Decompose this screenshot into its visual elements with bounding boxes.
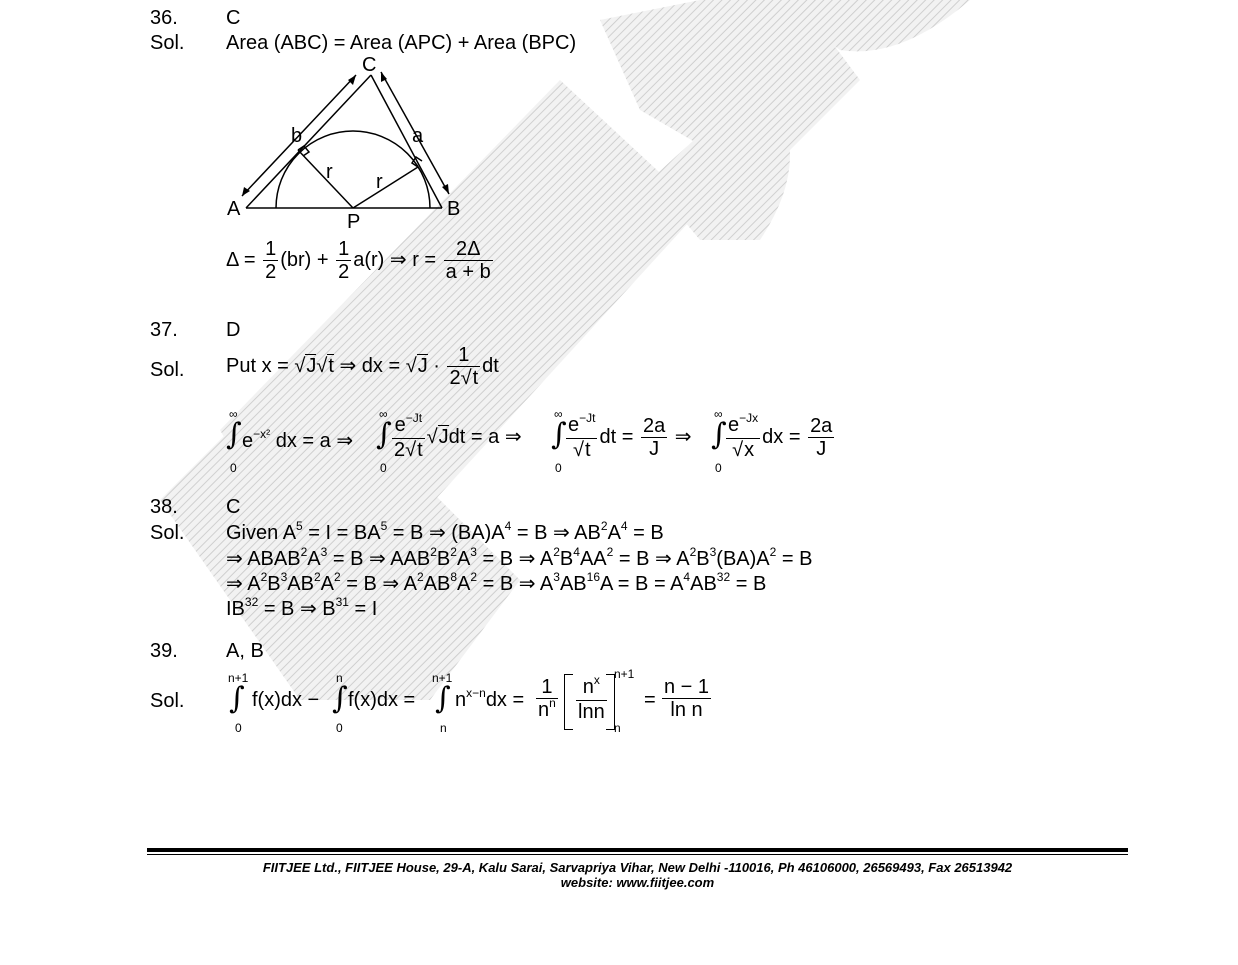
- sol-label: Sol.: [150, 359, 185, 381]
- implies: ⇒ dx =: [339, 354, 401, 377]
- denominator: 2: [338, 261, 350, 283]
- int-upper: n+1: [432, 671, 453, 685]
- integral-sign: ∫: [551, 417, 567, 452]
- denominator: √x: [732, 439, 755, 461]
- integral-sign: ∫: [226, 417, 242, 452]
- answer: C: [226, 7, 241, 29]
- vertex-label-a: A: [227, 198, 241, 220]
- equals: =: [644, 689, 656, 711]
- numerator: [576, 673, 607, 701]
- answer: A, B: [226, 640, 264, 662]
- numerator: 2Δ: [444, 238, 493, 261]
- numerator: 2a: [642, 415, 666, 437]
- numerator: [392, 411, 425, 439]
- radicand: J: [438, 425, 449, 448]
- text: dx =: [762, 425, 801, 448]
- sol-label: Sol.: [150, 522, 185, 544]
- left-bracket: [564, 674, 573, 730]
- exponent: −Jx: [739, 411, 759, 425]
- integrand: [564, 411, 692, 461]
- base: e: [242, 430, 254, 452]
- denominator: [536, 696, 558, 723]
- int-lower: 0: [235, 721, 242, 735]
- radius-label-2: r: [376, 171, 383, 193]
- exponent: −Jt: [579, 411, 596, 425]
- triangle-incircle-diagram: [220, 50, 480, 235]
- integral-sign: ∫: [229, 681, 245, 716]
- den-coef: 2: [449, 367, 461, 389]
- fraction: [263, 238, 278, 283]
- equation-area: [226, 238, 495, 283]
- integrand: $\frac{e^{-Jt}}{2√t}$ √Jdt = a ⇒: [394, 411, 522, 461]
- text: dt: [482, 354, 499, 377]
- integral-chain: [226, 408, 876, 478]
- integrand: [455, 686, 525, 712]
- question-number: 36.: [150, 7, 178, 29]
- radius-label-1: r: [326, 161, 333, 183]
- radicand: t: [417, 439, 423, 461]
- implies: ⇒: [504, 425, 522, 448]
- numerator: 1: [265, 238, 277, 260]
- question-number: 39.: [150, 640, 178, 662]
- int-lower: n: [440, 721, 447, 735]
- int-lower: 0: [715, 461, 722, 475]
- int-upper: ∞: [229, 407, 238, 421]
- numerator: n − 1: [664, 676, 710, 698]
- text: Put x =: [226, 354, 289, 377]
- integrand: f(x)dx −: [252, 689, 320, 711]
- fraction: [726, 411, 760, 461]
- fraction: [336, 238, 351, 283]
- denominator: J: [816, 438, 827, 460]
- base: e: [728, 414, 740, 436]
- footer-address: FIITJEE Ltd., FIITJEE House, 29-A, Kalu Sarai, Sarvapriya Vihar, New Delhi -110016, Ph 46106000, 26569493, Fax 26513942: [262, 860, 1013, 875]
- int-lower: 0: [380, 461, 387, 475]
- numerator: [726, 411, 760, 439]
- int-lower: 0: [336, 721, 343, 735]
- int-upper: ∞: [379, 407, 388, 421]
- text: dx =: [485, 689, 525, 711]
- fraction: [392, 411, 425, 461]
- fraction: [447, 344, 480, 389]
- int-lower: 0: [555, 461, 562, 475]
- base: n: [455, 689, 467, 711]
- fraction: [641, 415, 667, 460]
- denominator: 2√t: [394, 439, 423, 461]
- exponent: n: [549, 696, 556, 710]
- radicand: x: [744, 439, 755, 461]
- answer: D: [226, 319, 241, 341]
- fraction: [576, 673, 607, 723]
- solution-line: Area (ABC) = Area (APC) + Area (BPC): [226, 32, 577, 54]
- footer-rule: [147, 848, 1128, 852]
- result: [660, 676, 713, 721]
- denominator: 2√t: [449, 367, 479, 389]
- fraction-group: [534, 676, 560, 723]
- base: n: [582, 676, 594, 698]
- implies: ⇒: [674, 425, 692, 448]
- radicand: J: [417, 354, 428, 377]
- sol-label: Sol.: [150, 690, 185, 712]
- integral-solution: [226, 667, 746, 740]
- integral-sign: ∫: [376, 417, 392, 452]
- side-label-a: a: [412, 125, 424, 147]
- int-lower: 0: [230, 461, 237, 475]
- radicand: t: [328, 354, 334, 377]
- numerator: 2a: [810, 415, 833, 437]
- eq-term: a(r): [353, 248, 385, 271]
- text: dt =: [599, 425, 634, 448]
- footer-website: website: www.fiitjee.com: [560, 875, 715, 890]
- substitution-line: Put x = √J√t ⇒ dx = √J · $\frac{1}{2√t}$ dt: [226, 344, 499, 389]
- radicand: t: [472, 367, 479, 389]
- numerator: 1: [338, 238, 350, 260]
- int-upper: ∞: [714, 407, 723, 421]
- int-upper: n+1: [228, 671, 249, 685]
- int-upper: n: [336, 671, 343, 685]
- exponent: x: [593, 673, 600, 687]
- integral-sign: ∫: [711, 417, 727, 452]
- bracket-upper: n+1: [614, 667, 635, 681]
- eq-term: (br) +: [280, 248, 329, 271]
- fraction: [662, 676, 711, 721]
- fraction: [566, 411, 597, 461]
- den-coef: 2: [394, 439, 406, 461]
- denominator: J: [649, 438, 660, 460]
- question-number: 37.: [150, 319, 178, 341]
- fraction: [536, 676, 558, 723]
- bracket-lower: n: [614, 721, 621, 735]
- vertex-label-c: C: [362, 54, 377, 76]
- solution-line: ⇒ $ABAB^2A^3 = B$ ⇒ $AAB^2B^2A^3 = B$ ⇒ $A^2B^4AA^2 = B$ ⇒ $A^2B^3(BA)A^2 = B$: [226, 545, 813, 570]
- denominator: 2: [265, 261, 277, 283]
- point-label-p: P: [347, 211, 361, 233]
- integrand: f(x)dx =: [348, 689, 416, 711]
- text: dt = a: [448, 425, 500, 448]
- denominator: a + b: [445, 261, 491, 283]
- text: dx = a: [275, 430, 331, 452]
- exponent: −x²: [253, 427, 271, 441]
- vertex-label-b: B: [447, 198, 461, 220]
- bracket-content: [574, 673, 609, 723]
- integral-sign: ∫: [435, 681, 451, 716]
- numerator: [566, 411, 597, 439]
- question-number: 38.: [150, 496, 178, 518]
- integrand: [724, 411, 836, 461]
- numerator: 1: [536, 676, 558, 699]
- side-label-b: b: [291, 125, 303, 147]
- int-upper: ∞: [554, 407, 563, 421]
- base: e: [568, 414, 580, 436]
- fraction: [808, 415, 834, 460]
- denominator: √t: [572, 439, 591, 461]
- solution-line: ⇒ $A^2B^3AB^2A^2 = B$ ⇒ $A^2AB^8A^2 = B$ ⇒ $A^3AB^{16}A = B = A^4AB^{32} = B$: [226, 570, 767, 595]
- exponent: x−n: [466, 686, 486, 700]
- fraction: [444, 238, 493, 283]
- numerator: 1: [447, 344, 480, 367]
- eq-lhs: Δ =: [226, 248, 256, 271]
- sol-label: Sol.: [150, 32, 185, 54]
- solution-line: $IB^{32} = B$ ⇒ $B^{31} = I$: [226, 595, 378, 620]
- integrand: [242, 428, 353, 453]
- base: n: [538, 699, 550, 721]
- implies: ⇒ r =: [389, 248, 437, 271]
- denominator: lnn: [578, 701, 605, 723]
- implies: ⇒: [336, 430, 354, 452]
- footer-rule: [147, 854, 1128, 855]
- solution-line: Given $A^5 = I = BA^5 = B$ ⇒ $(BA)A^4 = B$ ⇒ $AB^2A^4 = B$: [226, 519, 664, 544]
- denominator: ln n: [670, 699, 703, 721]
- radicand: J: [306, 354, 317, 377]
- base: e: [394, 414, 406, 436]
- integral-sign: ∫: [332, 681, 348, 716]
- radicand: t: [584, 439, 591, 461]
- exponent: −Jt: [405, 411, 423, 425]
- answer: C: [226, 496, 241, 518]
